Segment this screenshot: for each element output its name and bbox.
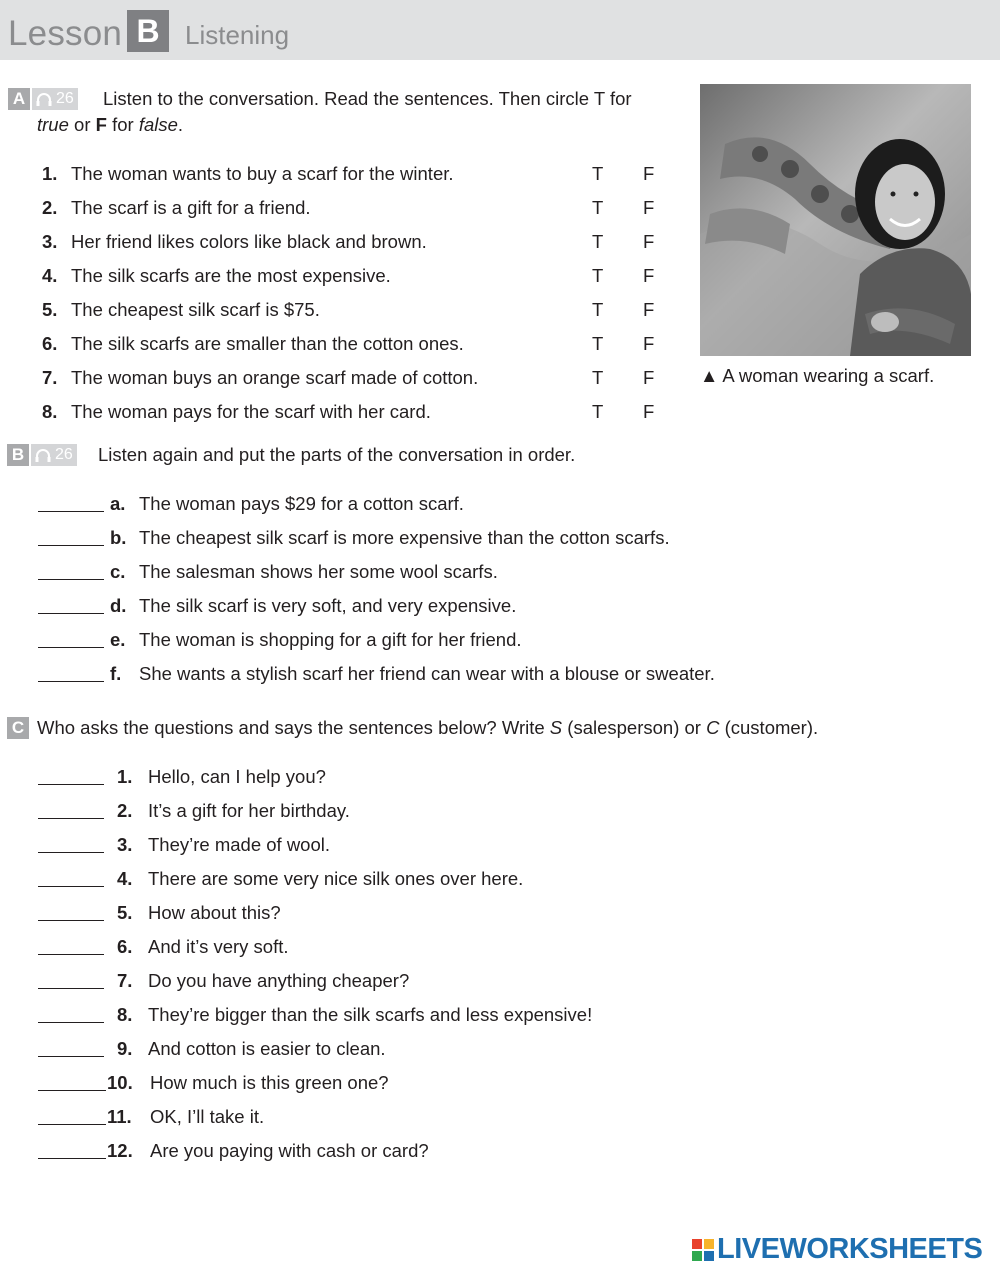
answer-blank[interactable] [38, 784, 104, 785]
section-a-instruction-line1: Listen to the conversation. Read the sentences. Then circle T for [103, 88, 632, 109]
answer-blank[interactable] [38, 954, 104, 955]
instruction-part: (customer). [719, 717, 819, 738]
false-option[interactable]: F [643, 299, 655, 320]
section-b-letter: B [7, 444, 29, 466]
true-option[interactable]: T [592, 231, 604, 252]
answer-blank[interactable] [38, 511, 104, 512]
false-option[interactable]: F [643, 265, 655, 286]
false-word: false [138, 114, 178, 135]
item-number: 8. [117, 1004, 133, 1025]
true-option[interactable]: T [592, 367, 604, 388]
item-number: 11. [107, 1106, 132, 1127]
lesson-letter-badge: B [127, 10, 169, 52]
answer-blank[interactable] [38, 818, 104, 819]
item-text: The woman is shopping for a gift for her friend. [139, 629, 522, 650]
item-text: The woman pays for the scarf with her card. [71, 401, 431, 422]
item-text: They’re bigger than the silk scarfs and less expensive! [148, 1004, 593, 1025]
answer-blank[interactable] [38, 1022, 104, 1023]
item-text: It’s a gift for her birthday. [148, 800, 350, 821]
answer-blank[interactable] [38, 988, 104, 989]
item-number: 6. [42, 333, 58, 354]
lesson-header [0, 0, 1000, 60]
answer-blank[interactable] [38, 886, 104, 887]
section-b-badge [7, 444, 77, 466]
item-text: Her friend likes colors like black and brown. [71, 231, 427, 252]
section-a-badge [8, 88, 78, 110]
item-text: The silk scarfs are the most expensive. [71, 265, 391, 286]
item-letter: d. [110, 595, 127, 616]
true-option[interactable]: T [592, 333, 604, 354]
answer-blank[interactable] [38, 1124, 106, 1125]
lesson-title: Lesson [8, 14, 123, 53]
false-option[interactable]: F [643, 197, 655, 218]
answer-blank[interactable] [38, 579, 104, 580]
section-c-instruction [37, 715, 818, 741]
answer-blank[interactable] [38, 852, 104, 853]
headphones-icon [35, 91, 53, 107]
audio-track-b[interactable] [31, 444, 77, 466]
answer-blank[interactable] [38, 1158, 106, 1159]
item-number: 6. [117, 936, 133, 957]
track-number-a: 26 [56, 90, 74, 107]
item-text: The cheapest silk scarf is $75. [71, 299, 320, 320]
item-number: 3. [117, 834, 133, 855]
item-text: Hello, can I help you? [148, 766, 326, 787]
item-number: 8. [42, 401, 58, 422]
section-a-instruction-line2 [37, 112, 183, 138]
photo-caption: ▲ A woman wearing a scarf. [700, 365, 935, 386]
item-text: The woman pays $29 for a cotton scarf. [139, 493, 464, 514]
true-word: true [37, 114, 69, 135]
headphones-icon [34, 447, 52, 463]
scarf-photo [700, 84, 971, 356]
item-text: How much is this green one? [150, 1072, 389, 1093]
item-text: The cheapest silk scarf is more expensive than the cotton scarfs. [139, 527, 670, 548]
item-text: The scarf is a gift for a friend. [71, 197, 311, 218]
c-letter: C [706, 717, 720, 738]
false-option[interactable]: F [643, 401, 655, 422]
audio-track-a[interactable] [32, 88, 78, 110]
item-letter: c. [110, 561, 126, 582]
item-text: Are you paying with cash or card? [150, 1140, 429, 1161]
item-letter: f. [110, 663, 122, 684]
item-letter: a. [110, 493, 126, 514]
true-option[interactable]: T [592, 401, 604, 422]
item-text: And it’s very soft. [148, 936, 289, 957]
or-word: or [68, 114, 96, 135]
item-text: OK, I’ll take it. [150, 1106, 265, 1127]
section-a-instruction [103, 86, 683, 112]
item-text: The woman buys an orange scarf made of cotton. [71, 367, 479, 388]
brand-mark-icon [692, 1239, 714, 1261]
item-number: 4. [42, 265, 58, 286]
answer-blank[interactable] [38, 647, 104, 648]
section-c-badge [7, 717, 29, 739]
lesson-subtitle: Listening [185, 20, 290, 50]
item-text: She wants a stylish scarf her friend can wear with a blouse or sweater. [139, 663, 715, 684]
item-letter: e. [110, 629, 126, 650]
item-number: 3. [42, 231, 58, 252]
false-option[interactable]: F [643, 333, 655, 354]
false-option[interactable]: F [643, 367, 655, 388]
item-text: The silk scarfs are smaller than the cotton ones. [71, 333, 464, 354]
item-number: 4. [117, 868, 133, 889]
true-option[interactable]: T [592, 265, 604, 286]
item-text: How about this? [148, 902, 281, 923]
true-option[interactable]: T [592, 299, 604, 320]
item-text: The salesman shows her some wool scarfs. [139, 561, 498, 582]
item-number: 2. [117, 800, 133, 821]
item-text: There are some very nice silk ones over here. [148, 868, 524, 889]
false-option[interactable]: F [643, 231, 655, 252]
item-number: 2. [42, 197, 58, 218]
item-letter: b. [110, 527, 127, 548]
s-letter: S [549, 717, 563, 738]
answer-blank[interactable] [38, 920, 104, 921]
item-number: 5. [42, 299, 58, 320]
section-a-letter: A [8, 88, 30, 110]
item-number: 7. [117, 970, 133, 991]
f-word: F [95, 114, 107, 135]
for-word: for [106, 114, 139, 135]
instruction-part: (salesperson) or [562, 717, 707, 738]
item-number: 9. [117, 1038, 133, 1059]
track-number-b: 26 [55, 446, 73, 463]
item-number: 12. [107, 1140, 133, 1161]
brand-name: LIVEWORKSHEETS [717, 1233, 983, 1265]
section-b-instruction: Listen again and put the parts of the conversation in order. [98, 444, 576, 465]
liveworksheets-logo [692, 1233, 982, 1266]
item-number: 7. [42, 367, 58, 388]
item-text: They’re made of wool. [148, 834, 331, 855]
item-text: The woman wants to buy a scarf for the winter. [71, 163, 454, 184]
item-number: 10. [107, 1072, 133, 1093]
answer-blank[interactable] [38, 1090, 106, 1091]
section-c-letter: C [7, 717, 29, 739]
answer-blank[interactable] [38, 681, 104, 682]
item-number: 1. [117, 766, 133, 787]
false-option[interactable]: F [643, 163, 655, 184]
item-text: The silk scarf is very soft, and very expensive. [139, 595, 517, 616]
item-number: 1. [42, 163, 58, 184]
answer-blank[interactable] [38, 545, 104, 546]
instruction-part: Who asks the questions and says the sentences below? Write [37, 717, 550, 738]
answer-blank[interactable] [38, 1056, 104, 1057]
true-option[interactable]: T [592, 163, 604, 184]
true-option[interactable]: T [592, 197, 604, 218]
item-number: 5. [117, 902, 133, 923]
item-text: And cotton is easier to clean. [148, 1038, 386, 1059]
period: . [177, 114, 184, 135]
item-text: Do you have anything cheaper? [148, 970, 410, 991]
answer-blank[interactable] [38, 613, 104, 614]
